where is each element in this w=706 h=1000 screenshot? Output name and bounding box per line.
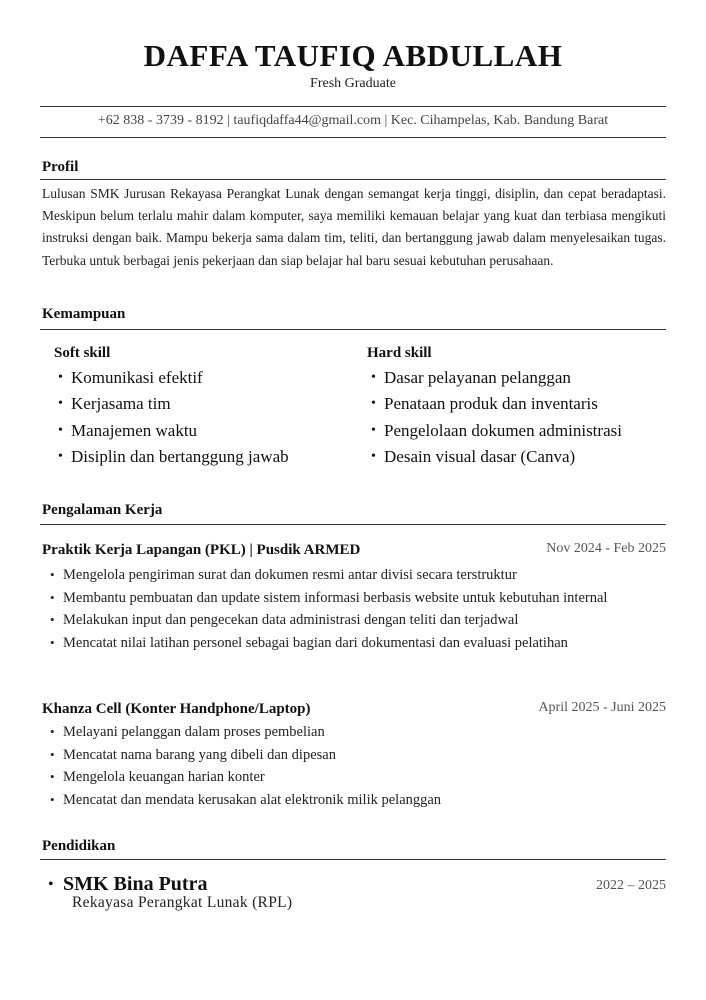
education-school: SMK Bina Putra <box>63 873 208 895</box>
hard-skill-column <box>367 344 622 470</box>
section-title-kemampuan: Kemampuan <box>42 306 126 322</box>
job-date-khanza: April 2025 - Juni 2025 <box>538 700 666 715</box>
list-item: • Mencatat nilai latihan personel sebagai bagian dari dokumentasi dan evaluasi pelatihan <box>48 632 666 655</box>
list-item: • Mengelola keuangan harian konter <box>48 766 666 789</box>
hard-skill-heading: Hard skill <box>367 345 432 361</box>
profile-text: Lulusan SMK Jurusan Rekayasa Perangkat Lunak dengan semangat kerja tinggi, disiplin, dan cepat beradaptasi. Meskipun belum terlalu mahir dalam komputer, saya memiliki kemauan belajar yang kuat dan terbiasa mengikuti instruksi dengan baik. Mampu bekerja sama dalam tim, teliti, dan bertanggung jawab dalam menyelesaikan tugas. Terbuka untuk berbagai jenis pekerjaan dan siap belajar hal baru sesuai kebutuhan perusahaan. <box>42 186 666 268</box>
soft-skill-list <box>54 365 289 470</box>
list-item: • Dasar pelayanan pelanggan <box>367 365 622 391</box>
section-divider-pengalaman <box>40 524 666 525</box>
contact-line: +62 838 - 3739 - 8192 | taufiqdaffa44@gmail.com | Kec. Cihampelas, Kab. Bandung Barat <box>97 113 609 128</box>
candidate-name: DAFFA TAUFIQ ABDULLAH <box>143 38 563 73</box>
list-item: • Melayani pelanggan dalam proses pembelian <box>48 721 666 744</box>
education-date: 2022 – 2025 <box>596 878 666 893</box>
section-title-pendidikan: Pendidikan <box>42 838 116 854</box>
section-divider-profil <box>40 179 666 180</box>
list-item: • Desain visual dasar (Canva) <box>367 444 622 470</box>
soft-skill-column <box>54 344 289 470</box>
list-item: • Disiplin dan bertanggung jawab <box>54 444 289 470</box>
list-item: • Manajemen waktu <box>54 418 289 444</box>
list-item: • Komunikasi efektif <box>54 365 289 391</box>
hard-skill-list <box>367 365 622 470</box>
job-bullets-khanza <box>48 721 666 811</box>
header-divider-top <box>40 106 666 107</box>
header-divider-bottom <box>40 137 666 138</box>
list-item: • Mengelola pengiriman surat dan dokumen resmi antar divisi secara terstruktur <box>48 564 666 587</box>
list-item: • Mencatat nama barang yang dibeli dan dipesan <box>48 744 666 767</box>
education-bullet: • <box>48 876 54 893</box>
job-bullets-pkl <box>48 564 666 654</box>
section-divider-pendidikan <box>40 859 666 860</box>
list-item: • Membantu pembuatan dan update sistem informasi berbasis website untuk kebutuhan internal <box>48 587 666 610</box>
section-divider-kemampuan <box>40 329 666 330</box>
section-title-profil: Profil <box>42 159 79 175</box>
education-major: Rekayasa Perangkat Lunak (RPL) <box>72 894 293 911</box>
list-item: • Melakukan input dan pengecekan data administrasi dengan teliti dan terjadwal <box>48 609 666 632</box>
list-item: • Kerjasama tim <box>54 391 289 417</box>
list-item: • Pengelolaan dokumen administrasi <box>367 418 622 444</box>
job-title-pkl: Praktik Kerja Lapangan (PKL) | Pusdik ARMED <box>42 542 361 558</box>
job-date-pkl: Nov 2024 - Feb 2025 <box>546 541 666 556</box>
soft-skill-heading: Soft skill <box>54 345 111 361</box>
candidate-subtitle: Fresh Graduate <box>310 76 396 91</box>
list-item: • Mencatat dan mendata kerusakan alat elektronik milik pelanggan <box>48 789 666 812</box>
section-title-pengalaman: Pengalaman Kerja <box>42 502 163 518</box>
job-title-khanza: Khanza Cell (Konter Handphone/Laptop) <box>42 701 311 717</box>
list-item: • Penataan produk dan inventaris <box>367 391 622 417</box>
